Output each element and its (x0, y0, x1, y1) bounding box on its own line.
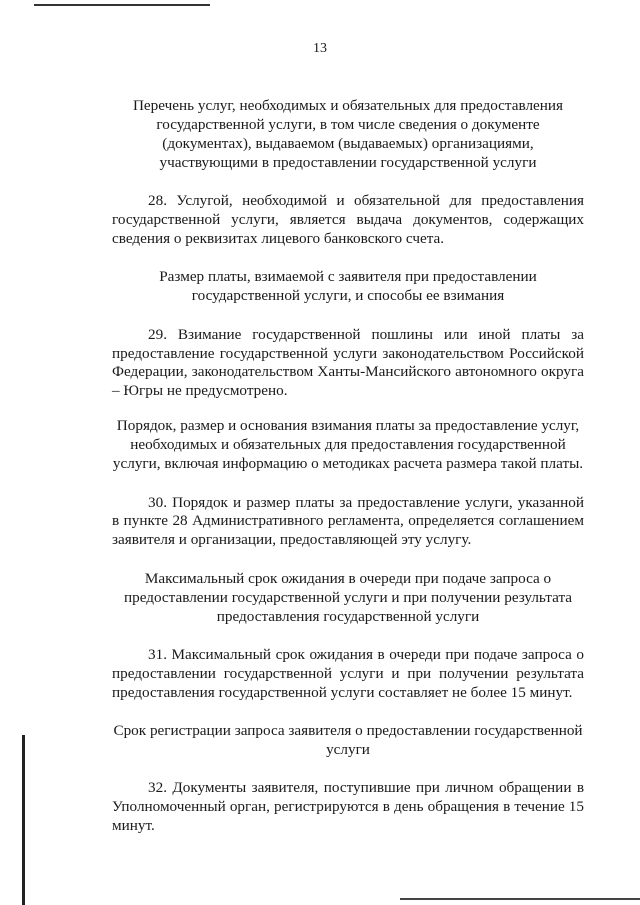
section-paragraph: 30. Порядок и размер платы за предоставление услуги, указанной в пункте 28 Административного регламента, определяется соглашением заявителя и организации, предоставляющей эту услугу. (112, 493, 584, 549)
section-paragraph: 32. Документы заявителя, поступившие при личном обращении в Уполномоченный орган, регистрируются в день обращения в течение 15 минут. (112, 779, 584, 835)
document-body (112, 97, 584, 836)
scan-artifact-left-edge (22, 735, 25, 905)
page-number: 13 (313, 41, 327, 56)
section-heading: Порядок, размер и основания взимания платы за предоставление услуг, необходимых и обязательных для предоставления государственной услуги, включая информацию о методиках расчета размера такой платы. (112, 417, 584, 473)
section-heading: Перечень услуг, необходимых и обязательных для предоставления государственной услуги, в том числе сведения о документе (документах), выдаваемом (выдаваемых) организациями, участвующими в предоставлении государственной услуги (132, 97, 564, 171)
section-heading: Срок регистрации запроса заявителя о предоставлении государственной услуги (113, 722, 583, 759)
scan-artifact-bottom-line (400, 898, 640, 900)
section-paragraph: 31. Максимальный срок ожидания в очереди при подаче запроса о предоставлении государственной услуги и при получении результата предоставления государственной услуги составляет не более 15 минут. (112, 645, 584, 701)
scan-artifact-top-line (34, 4, 210, 6)
section-paragraph: 28. Услугой, необходимой и обязательной для предоставления государственной услуги, является выдача документов, содержащих сведения о реквизитах лицевого банковского счета. (112, 192, 584, 247)
section-paragraph: 29. Взимание государственной пошлины или иной платы за предоставление государственной услуги законодательством Российской Федерации, законодательством Ханты-Мансийского автономного округа – Югры не предусмотрено. (112, 325, 584, 400)
section-heading: Максимальный срок ожидания в очереди при подаче запроса о предоставлении государственной услуги и при получении результата предоставления государственной услуги (123, 569, 573, 625)
section-heading: Размер платы, взимаемой с заявителя при предоставлении государственной услуги, и способы ее взимания (159, 268, 537, 305)
